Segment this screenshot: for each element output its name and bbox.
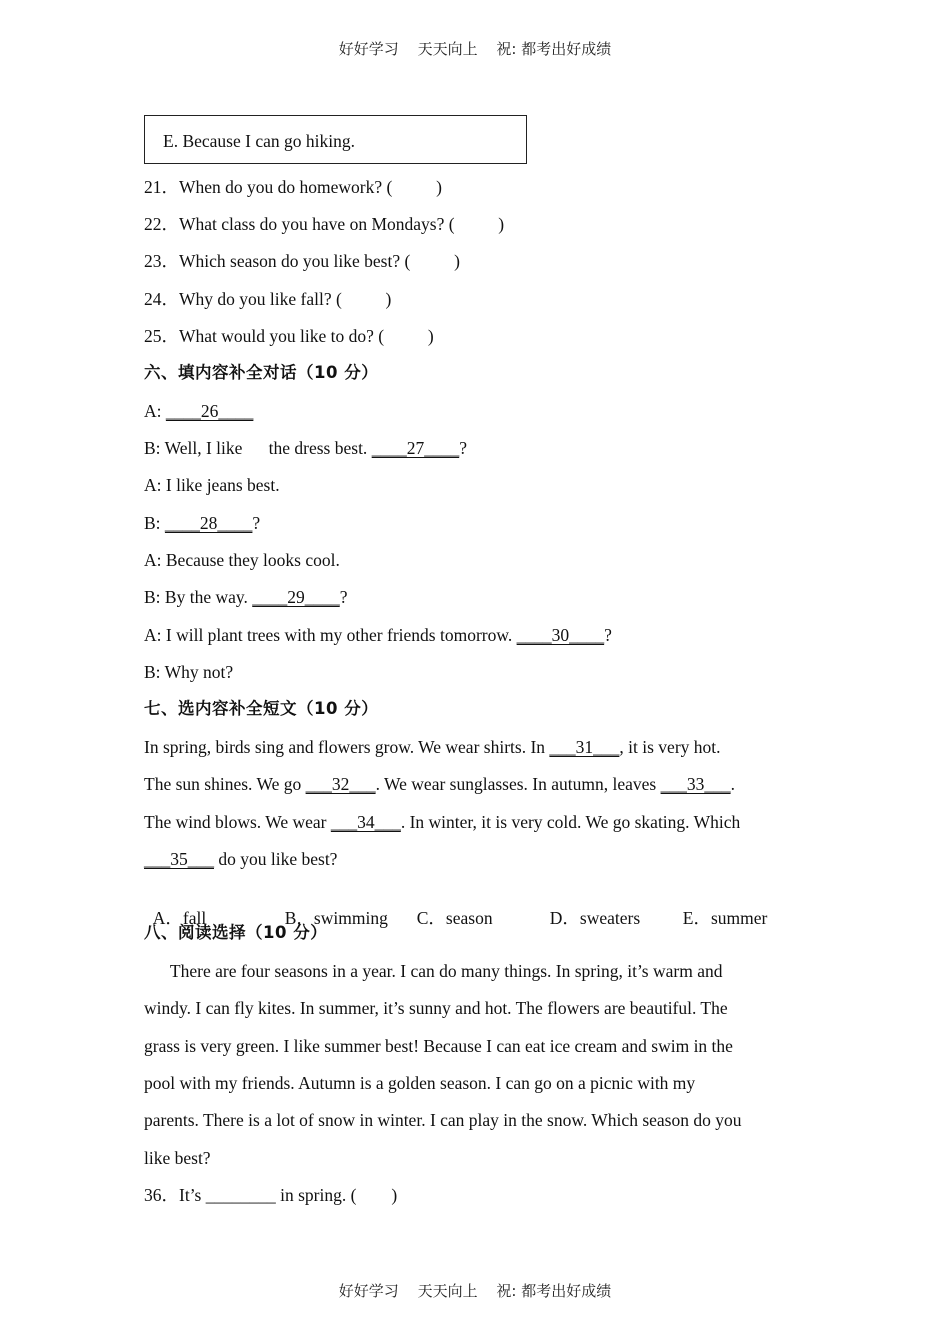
header-motto-2: 天天向上 — [417, 40, 478, 58]
passage-line: windy. I can fly kites. In summer, it’s sunny and hot. The flowers are beautiful. The — [144, 998, 728, 1018]
footer-motto-3: 祝: 都考出好成绩 — [496, 1282, 612, 1300]
option-box — [144, 115, 527, 164]
passage-line: There are four seasons in a year. I can do many things. In spring, it’s warm and — [144, 961, 723, 981]
blank-30: ____30____ — [516, 625, 605, 645]
dialogue-line-2: B: Well, I like the dress best. ____27____? — [144, 438, 467, 458]
option-e: E. Because I can go hiking. — [163, 131, 355, 151]
passage-line: grass is very green. I like summer best! Because I can eat ice cream and swim in the — [144, 1036, 733, 1056]
question-24: 24．Why do you like fall? ( ) — [144, 289, 392, 309]
passage-line: pool with my friends. Autumn is a golden season. I can go on a picnic with my — [144, 1073, 696, 1093]
cloze-line-2: The sun shines. We go ___32___. We wear sunglasses. In autumn, leaves ___33___. — [144, 774, 735, 794]
blank-28: ____28____ — [164, 513, 253, 533]
option-b: B．swimming — [284, 908, 388, 928]
cloze-line-1: In spring, birds sing and flowers grow. We wear shirts. In ___31___, it is very hot. — [144, 737, 721, 757]
question-36: 36．It’s ________ in spring. ( ) — [144, 1185, 398, 1205]
dialogue-line-5: A: Because they looks cool. — [144, 550, 340, 570]
question-22: 22．What class do you have on Mondays? ( ) — [144, 214, 505, 234]
passage-line: like best? — [144, 1148, 211, 1168]
section-8-heading: 八、阅读选择（10 分） — [144, 923, 328, 942]
blank-26: ____26____ — [165, 401, 254, 421]
dialogue-line-8: B: Why not? — [144, 662, 234, 682]
dialogue-line-6: B: By the way. ____29____? — [144, 587, 348, 607]
header-motto-3: 祝: 都考出好成绩 — [496, 40, 612, 58]
blank-31: ___31___ — [549, 737, 620, 757]
section-6-heading: 六、填内容补全对话（10 分） — [144, 363, 379, 382]
question-21: 21．When do you do homework? ( ) — [144, 177, 442, 197]
dialogue-line-7: A: I will plant trees with my other friends tomorrow. ____30____? — [144, 625, 612, 645]
option-c: C．season — [416, 908, 493, 928]
question-25: 25．What would you like to do? ( ) — [144, 326, 434, 346]
dialogue-line-4: B: ____28____? — [144, 513, 261, 533]
cloze-line-3: The wind blows. We wear ___34___. In winter, it is very cold. We go skating. Which — [144, 812, 741, 832]
question-23: 23．Which season do you like best? ( ) — [144, 251, 460, 271]
dialogue-line-3: A: I like jeans best. — [144, 475, 280, 495]
blank-35: ___35___ — [144, 849, 214, 869]
page-header — [0, 38, 950, 59]
blank-34: ___34___ — [330, 812, 401, 832]
section-7-heading: 七、选内容补全短文（10 分） — [144, 699, 379, 718]
page-footer — [0, 1280, 950, 1301]
passage-line: parents. There is a lot of snow in winter. I can play in the snow. Which season do you — [144, 1110, 742, 1130]
option-e-summer: E．summer — [682, 908, 768, 928]
blank-32: ___32___ — [305, 774, 376, 794]
option-a: A．fall — [152, 908, 207, 928]
blank-27: ____27____ — [371, 438, 460, 458]
blank-29: ____29____ — [252, 587, 340, 607]
dialogue-line-1: A: ____26____ — [144, 401, 254, 421]
footer-motto-2: 天天向上 — [417, 1282, 478, 1300]
option-d: D．sweaters — [549, 908, 641, 928]
cloze-line-4: ___35___ do you like best? — [144, 849, 338, 869]
footer-motto-1: 好好学习 — [338, 1282, 399, 1300]
header-motto-1: 好好学习 — [338, 40, 399, 58]
blank-33: ___33___ — [660, 774, 731, 794]
